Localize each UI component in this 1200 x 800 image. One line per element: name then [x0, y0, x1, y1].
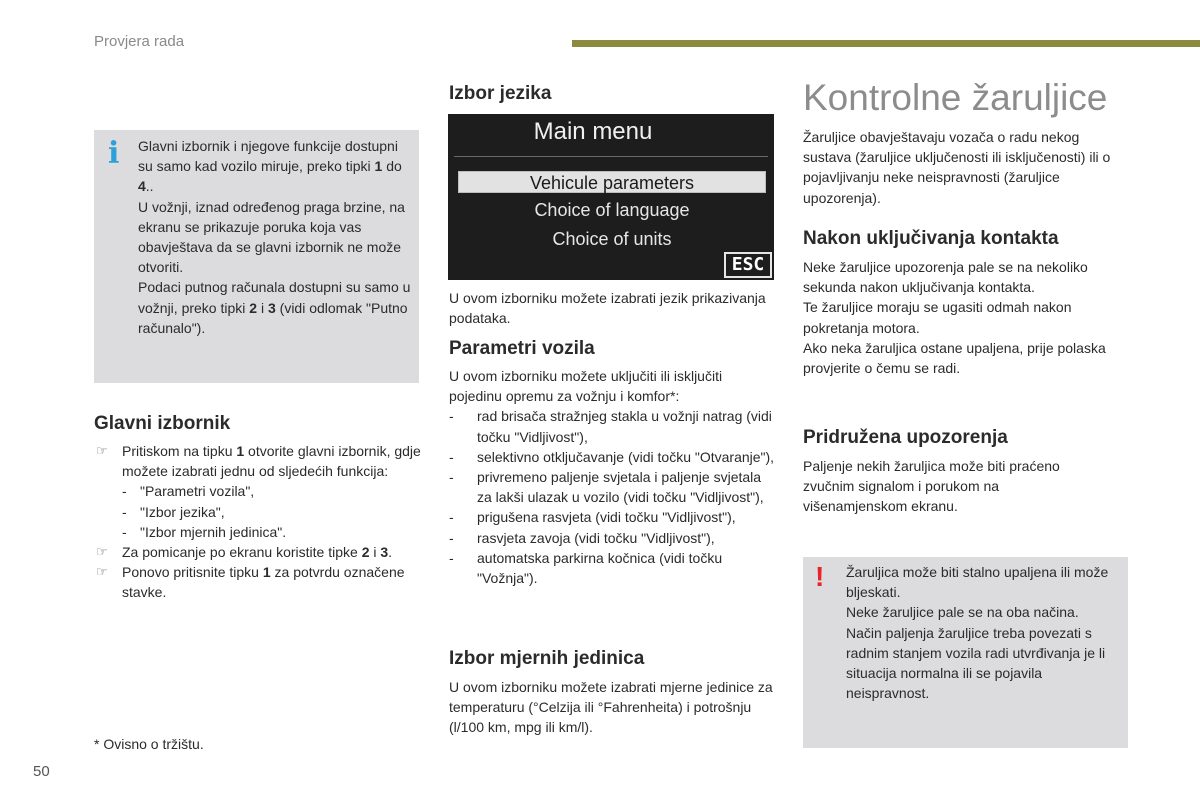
warning-paragraph-3: Način paljenja žaruljice treba povezati s radnim stanjem vozila radi utvrđivanja je li situacija normalna ili se pojavila neispravnost. [846, 624, 1106, 702]
pointing-hand-icon: ☞ [96, 564, 108, 580]
info-text [138, 136, 416, 338]
list-item: - automatska parkirna kočnica (vidi točku "Vožnja"). [449, 549, 723, 587]
page-number: 50 [33, 763, 50, 780]
main-menu-screen [448, 114, 774, 280]
pointing-hand-icon: ☞ [96, 544, 108, 560]
list-item: - selektivno otključavanje (vidi točku "Otvaranje"), [449, 448, 775, 465]
list-item: - privremeno paljenje svjetala i paljenje svjetala za lakši ulazak u vozilo (vidi točku "Vidljivost"), [449, 469, 764, 506]
warning-box [803, 557, 1128, 748]
section-header: Provjera rada [94, 33, 185, 50]
pridruzena-text: Paljenje nekih žaruljica može biti praćeno zvučnim signalom i porukom na višenamjenskom ekranu. [803, 458, 1060, 515]
info-icon: i [108, 136, 120, 171]
nakon-paragraph-2: Te žaruljice moraju se ugasiti odmah nakon pokretanja motora. [803, 299, 1072, 336]
header-bar [572, 40, 1200, 47]
list-item: - rad brisača stražnjeg stakla u vožnji natrag (vidi točku "Vidljivost"), [449, 408, 772, 445]
warning-text [846, 562, 1126, 703]
parametri-vozila-heading: Parametri vozila [449, 338, 595, 359]
list-item: - prigušena rasvjeta (vidi točku "Vidljivost"), [449, 509, 736, 526]
esc-button[interactable]: ESC [724, 252, 772, 278]
nakon-body [803, 257, 1123, 378]
footnote: * Ovisno o tržištu. [94, 736, 204, 752]
info-paragraph-2: U vožnji, iznad određenog praga brzine, na ekranu se prikazuje poruka koja vas obavještava da se glavni izbornik ne može otvoriti. [138, 198, 405, 276]
sub-item: - "Parametri vozila", [122, 483, 255, 500]
nakon-paragraph-1: Neke žaruljice upozorenja pale se na nekoliko sekunda nakon uključivanja kontakta. [803, 259, 1088, 296]
izbor-mjernih-heading: Izbor mjernih jedinica [449, 648, 645, 669]
info-paragraph-1: Glavni izbornik i njegove funkcije dostupni su samo kad vozilo miruje, preko tipki 1 do 4.. [138, 138, 402, 195]
menu-item-choice-of-language[interactable]: Choice of language [534, 200, 690, 220]
glavni-izbornik-list [94, 441, 424, 603]
izbor-jezika-text: U ovom izborniku možete izabrati jezik prikazivanja podataka. [449, 290, 766, 327]
izbor-mjernih-text: U ovom izborniku možete izabrati mjerne jedinice za temperaturu (°Celzija ili °Fahrenheita) i potrošnju (l/100 km, mpg ili km/l). [449, 679, 773, 736]
screen-title: Main menu [533, 118, 653, 145]
pridruzena-heading: Pridružena upozorenja [803, 427, 1008, 448]
kontrolne-intro: Žaruljice obavještavaju vozača o radu nekog sustava (žaruljice uključenosti ili isključenosti) ili o pojavljivanju neke neispravnosti (žaruljice upozorenja). [803, 129, 1111, 206]
warning-paragraph-1: Žaruljica može biti stalno upaljena ili može bljeskati. [846, 564, 1109, 601]
screen-divider [454, 156, 768, 157]
list-item: ☞ Pritiskom na tipku 1 otvorite glavni izbornik, gdje možete izabrati jednu od sljedećih funkcija: - "Parametri vozila", - "Izbor jezika", - "Izbor mjernih jedinica". [94, 441, 424, 542]
warning-paragraph-2: Neke žaruljice pale se na oba načina. [846, 604, 1079, 621]
sub-item: - "Izbor jezika", [122, 503, 225, 520]
pointing-hand-icon: ☞ [96, 443, 108, 458]
nakon-paragraph-3: Ako neka žaruljica ostane upaljena, prije polaska provjerite o čemu se radi. [803, 339, 1106, 377]
info-paragraph-3: Podaci putnog računala dostupni su samo u vožnji, preko tipki 2 i 3 (vidi odlomak "Putno računalo"). [138, 279, 411, 336]
glavni-izbornik-heading: Glavni izbornik [94, 413, 231, 434]
parametri-vozila-body [449, 366, 775, 588]
izbor-jezika-heading: Izbor jezika [449, 83, 552, 104]
info-box [94, 130, 419, 383]
list-item: ☞ Ponovo pritisnite tipku 1 za potvrdu označene stavke. [96, 564, 405, 601]
page-title: Kontrolne žaruljice [803, 77, 1108, 118]
warning-icon: ! [815, 561, 825, 592]
menu-item-choice-of-units[interactable]: Choice of units [552, 229, 672, 249]
nakon-heading: Nakon uključivanja kontakta [803, 228, 1059, 249]
menu-item-vehicle-parameters[interactable]: Vehicule parameters [458, 171, 766, 193]
list-item: ☞ Za pomicanje po ekranu koristite tipke 2 i 3. [94, 542, 424, 562]
parametri-intro: U ovom izborniku možete uključiti ili isključiti pojedinu opremu za vožnju i komfor*: [449, 368, 723, 405]
list-item: - rasvjeta zavoja (vidi točku "Vidljivost"), [449, 529, 715, 546]
sub-item: - "Izbor mjernih jedinica". [122, 523, 287, 540]
